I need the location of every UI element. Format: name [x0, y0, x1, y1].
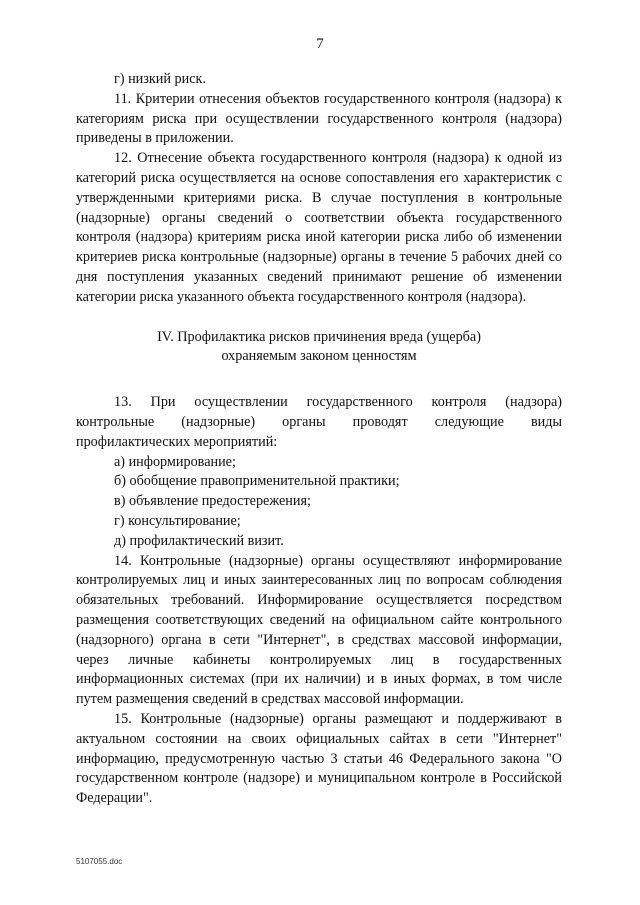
paragraph-15: 15. Контрольные (надзорные) органы размещают и поддерживают в актуальном состоянии на своих официальных сайтах в сети "Интернет" информацию, предусмотренную частью 3 статьи 46 Федерального закона "О государственном контроле (надзоре) и муниципальном контроле в Российской Федерации".: [76, 710, 562, 807]
paragraph-11: 11. Критерии отнесения объектов государственного контроля (надзора) к категориям риска при осуществлении государственного контроля (надзора) приведены в приложении.: [76, 90, 562, 147]
paragraph-14: 14. Контрольные (надзорные) органы осуществляют информирование контролируемых лиц и иных заинтересованных лиц по вопросам соблюдения обязательных требований. Информирование осуществляется посредством размещения соответствующих сведений на официальном сайте контрольного (надзорного) органа в сети "Интернет", в средствах массовой информации, через личные кабинеты контролируемых лиц в государственных информационных системах (при их наличии) и в иных формах, в том числе путем размещения сведений в средствах массовой информации.: [76, 552, 562, 708]
paragraph-13: 13. При осуществлении государственного контроля (надзора) контрольные (надзорные) органы проводят следующие виды профилактических мероприятий:: [76, 394, 562, 450]
list-item-a: а) информирование;: [114, 453, 236, 470]
list-item-d: д) профилактический визит.: [114, 532, 284, 549]
paragraph-risk-low: г) низкий риск.: [114, 71, 206, 87]
paragraph-12: 12. Отнесение объекта государственного контроля (надзора) к одной из категорий риска осуществляется на основе сопоставления его характеристик с утвержденными критериями риска. В случае поступления в контрольные (надзорные) органы сведений о соответствии объекта государственного контроля (надзора) критериям риска иной категории риска либо об изменении критериев риска контрольные (надзорные) органы в течение 5 рабочих дней со дня поступления указанных сведений принимают решение об изменении категории риска указанного объекта государственного контроля (надзора).: [76, 150, 562, 305]
document-body: [76, 70, 562, 809]
section-heading: [76, 328, 562, 368]
list-item-v: в) объявление предостережения;: [114, 493, 311, 510]
footer-filename: 5107055.doc: [76, 857, 123, 866]
page-number: 7: [316, 36, 324, 52]
section-heading-line-2: охраняемым законом ценностям: [221, 348, 417, 365]
list-item-g: г) консультирование;: [114, 512, 241, 529]
section-heading-line-1: IV. Профилактика рисков причинения вреда (ущерба): [157, 328, 481, 345]
list-item-b: б) обобщение правоприменительной практики;: [114, 473, 400, 490]
